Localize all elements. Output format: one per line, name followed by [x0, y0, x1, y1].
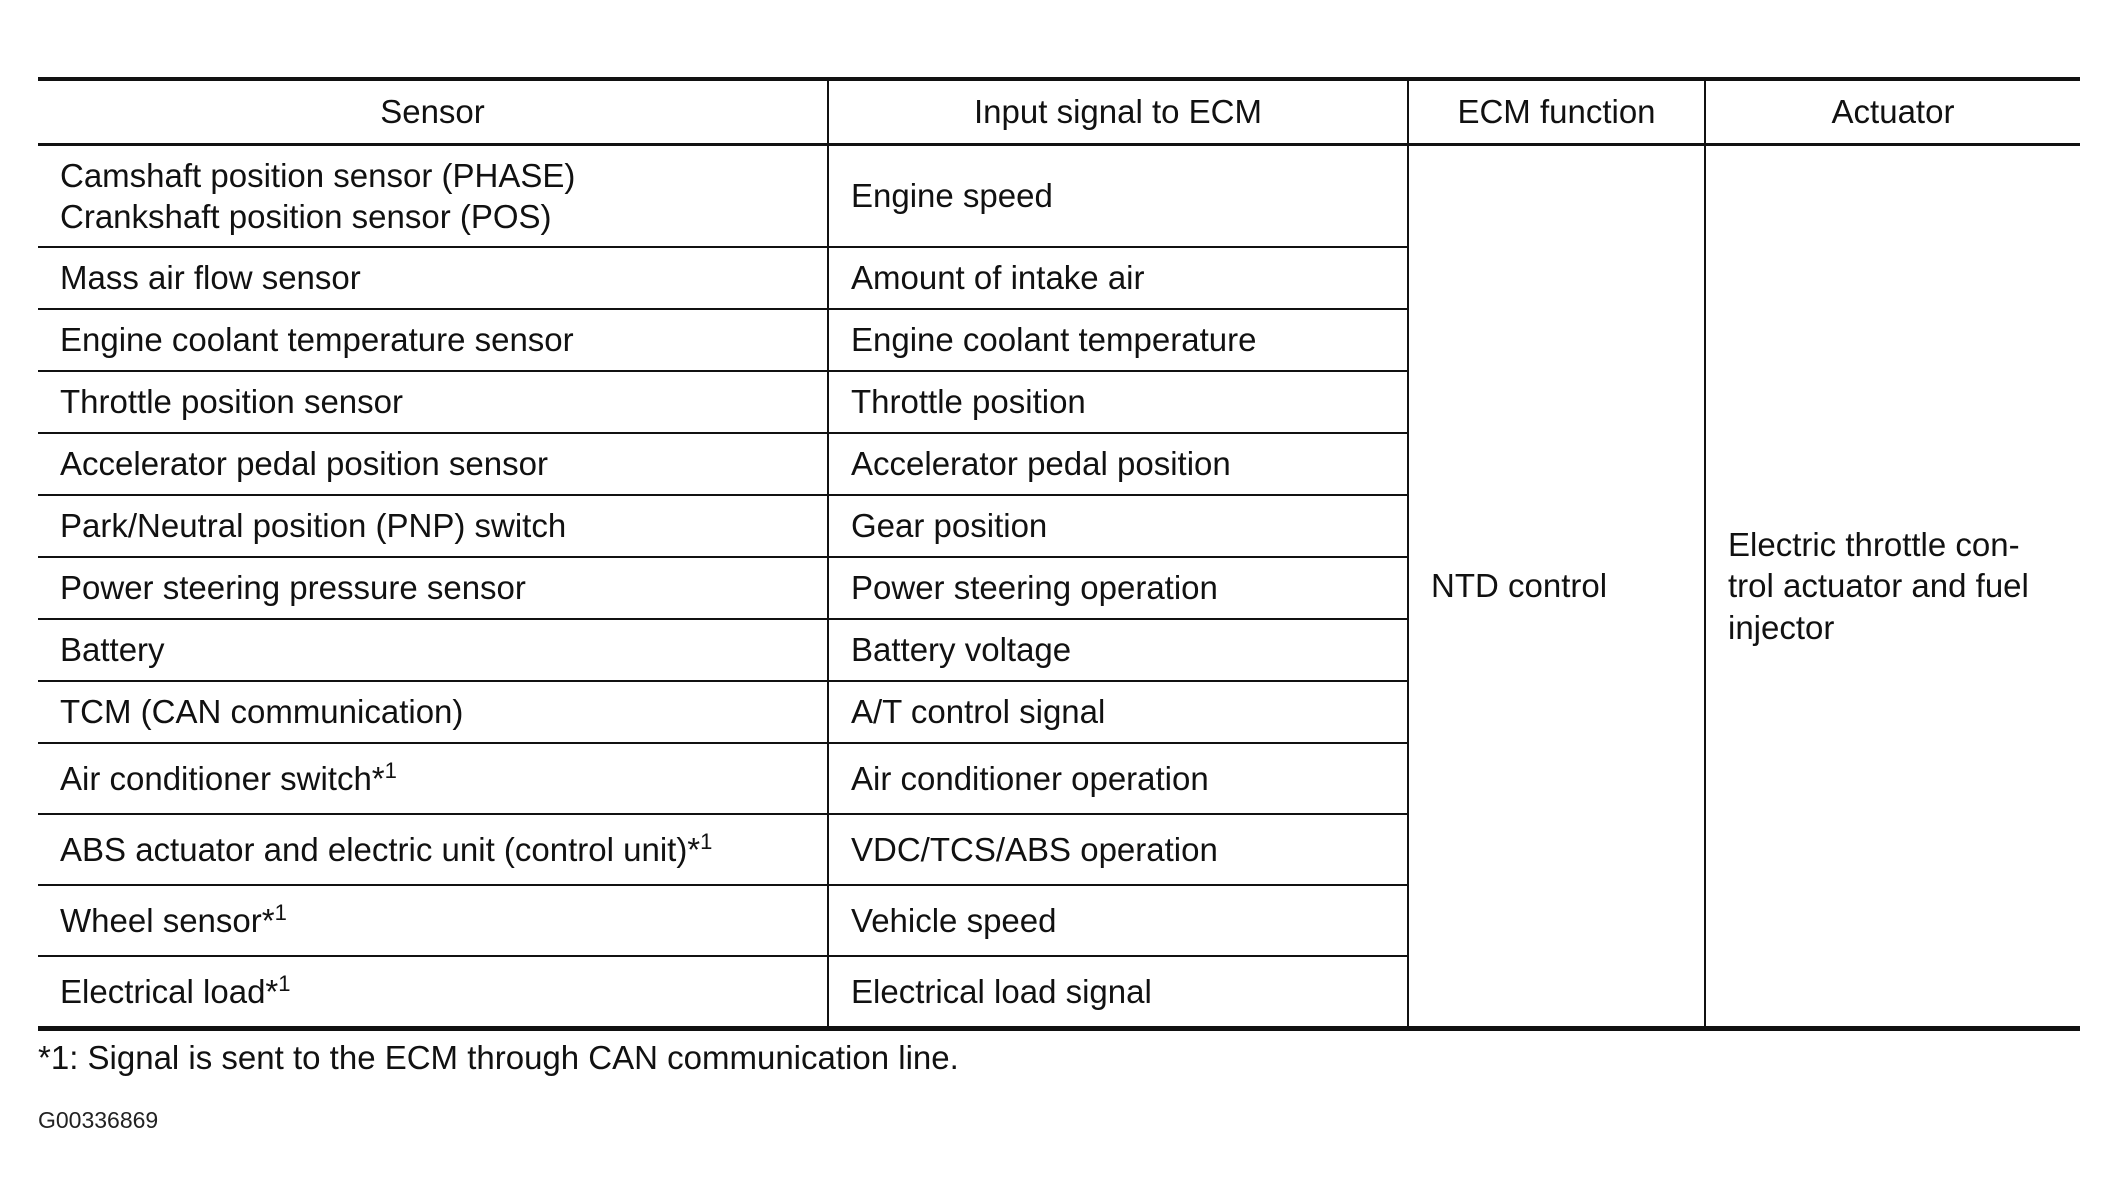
sensor-cell: [38, 956, 828, 1029]
sensor-cell: Throttle position sensor: [38, 371, 828, 433]
header-actuator: Actuator: [1705, 79, 2080, 145]
header-input-signal: Input signal to ECM: [828, 79, 1408, 145]
sensor-cell: [38, 885, 828, 956]
input-signal-cell: Gear position: [828, 495, 1408, 557]
actuator-label: Electric throttle con-: [1728, 526, 2020, 564]
header-ecm-function: ECM function: [1408, 79, 1705, 145]
sensor-cell: [38, 145, 828, 248]
sensor-label: Electrical load*: [60, 972, 279, 1010]
sensor-label: Camshaft position sensor (PHASE): [60, 156, 576, 194]
input-signal-cell: Accelerator pedal position: [828, 433, 1408, 495]
sensor-cell: [38, 743, 828, 814]
sensor-cell: TCM (CAN communication): [38, 681, 828, 743]
table-header-row: [38, 79, 2080, 145]
input-signal-cell: Battery voltage: [828, 619, 1408, 681]
input-signal-cell: A/T control signal: [828, 681, 1408, 743]
actuator-label: trol actuator and fuel: [1728, 567, 2029, 605]
sensor-cell: Engine coolant temperature sensor: [38, 309, 828, 371]
sensor-label: Crankshaft position sensor (POS): [60, 198, 552, 235]
table-row: [38, 145, 2080, 248]
input-signal-cell: Power steering operation: [828, 557, 1408, 619]
footnote-marker: 1: [278, 970, 291, 996]
sensor-cell: Power steering pressure sensor: [38, 557, 828, 619]
input-signal-cell: VDC/TCS/ABS operation: [828, 814, 1408, 885]
input-signal-cell: Electrical load signal: [828, 956, 1408, 1029]
sensor-cell: Battery: [38, 619, 828, 681]
input-signal-cell: Engine coolant temperature: [828, 309, 1408, 371]
ecm-control-table: [38, 77, 2080, 1031]
ecm-function-cell: [1408, 145, 1705, 1029]
footnote-marker: 1: [384, 757, 397, 783]
footnote-marker: 1: [274, 899, 287, 925]
input-signal-cell: Amount of intake air: [828, 247, 1408, 309]
sensor-cell: Accelerator pedal position sensor: [38, 433, 828, 495]
sensor-label: ABS actuator and electric unit (control unit)*: [60, 830, 701, 868]
input-signal-cell: Engine speed: [828, 145, 1408, 248]
figure-id: G00336869: [38, 1107, 159, 1133]
sensor-label: Air conditioner switch*: [60, 759, 385, 797]
sensor-cell: [38, 814, 828, 885]
actuator-cell: [1705, 145, 2080, 1029]
document: [38, 77, 2080, 1134]
actuator-label: injector: [1728, 608, 1835, 646]
sensor-label: Wheel sensor*: [60, 901, 275, 939]
sensor-cell: Park/Neutral position (PNP) switch: [38, 495, 828, 557]
input-signal-cell: Throttle position: [828, 371, 1408, 433]
header-sensor: Sensor: [38, 79, 828, 145]
input-signal-cell: Vehicle speed: [828, 885, 1408, 956]
ecm-function-label: NTD control: [1431, 567, 1608, 605]
footnote: *1: Signal is sent to the ECM through CAN communication line.: [38, 1039, 959, 1076]
sensor-cell: Mass air flow sensor: [38, 247, 828, 309]
input-signal-cell: Air conditioner operation: [828, 743, 1408, 814]
footnote-marker: 1: [700, 828, 713, 854]
